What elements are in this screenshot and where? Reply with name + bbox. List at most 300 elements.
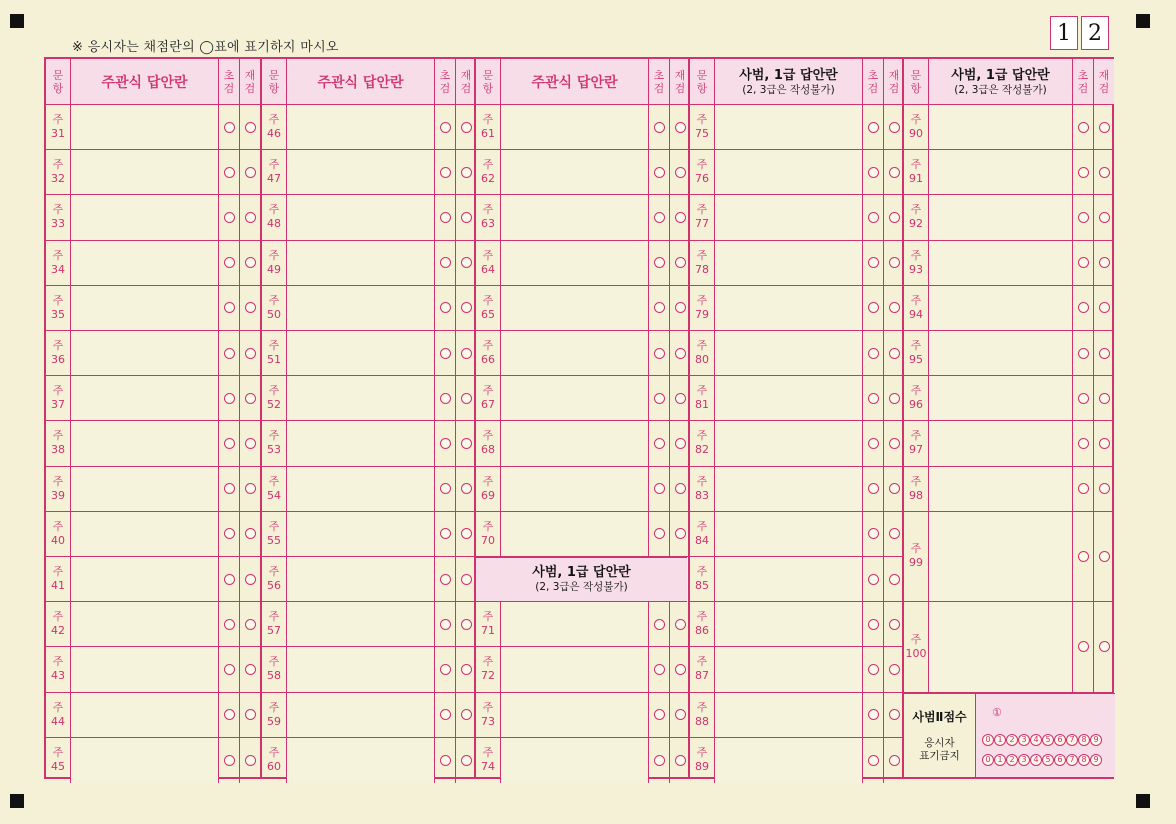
question-prefix: 주: [910, 203, 922, 217]
timing-mark: [1136, 794, 1150, 808]
answer-row: [262, 331, 476, 376]
question-number: [262, 195, 286, 239]
answer-row: [476, 512, 690, 557]
answer-input-area[interactable]: [928, 105, 1072, 149]
answer-row: [476, 286, 690, 331]
question-prefix: 주: [482, 474, 494, 488]
question-number: [262, 647, 286, 691]
recheck-cell: [455, 647, 476, 691]
score-circle: [889, 664, 900, 675]
score-digit-bubble[interactable]: 8: [1078, 754, 1090, 766]
answer-input-area[interactable]: [500, 150, 648, 194]
question-number: [262, 376, 286, 420]
score-digit-bubble[interactable]: 6: [1054, 734, 1066, 746]
answer-input-area[interactable]: [286, 557, 434, 601]
answer-row: [262, 195, 476, 240]
score-circle: [654, 167, 665, 178]
question-prefix: 주: [482, 248, 494, 262]
score-circle: [889, 438, 900, 449]
score-circle: [245, 528, 256, 539]
question-prefix: 주: [52, 474, 64, 488]
first-check-cell: [434, 602, 455, 646]
answer-input-area[interactable]: [70, 602, 218, 646]
score-circle: [889, 122, 900, 133]
recheck-cell: [669, 738, 690, 783]
first-check-cell: [218, 105, 239, 149]
score-circle: [1099, 302, 1110, 313]
recheck-cell: [1093, 195, 1114, 239]
score-circle: [440, 528, 451, 539]
check1-header: [648, 59, 669, 105]
answer-column: [46, 59, 260, 777]
answer-row: [476, 331, 690, 376]
recheck-cell: [239, 693, 260, 737]
score-digit-bubble[interactable]: 0: [982, 734, 994, 746]
first-check-cell: [434, 105, 455, 149]
question-number-value: 85: [695, 579, 709, 593]
answer-input-area[interactable]: [70, 693, 218, 737]
question-number: [476, 376, 500, 420]
question-number-value: 98: [909, 488, 923, 502]
answer-input-area[interactable]: [714, 331, 862, 375]
score-circle: [654, 483, 665, 494]
score-circle: [440, 257, 451, 268]
answer-input-area[interactable]: [70, 376, 218, 420]
answer-row: [46, 195, 260, 240]
question-number: [46, 738, 70, 783]
recheck-cell: [669, 602, 690, 646]
score-digit-bubble[interactable]: 3: [1018, 754, 1030, 766]
question-number: [46, 467, 70, 511]
question-number-value: 78: [695, 262, 709, 276]
score-circle: [1078, 212, 1089, 223]
answer-input-area[interactable]: [500, 241, 648, 285]
question-number-value: 99: [909, 556, 923, 570]
question-prefix: 주: [52, 248, 64, 262]
answer-row: [476, 195, 690, 240]
score-circle: [245, 348, 256, 359]
answer-input-area[interactable]: [714, 376, 862, 420]
score-circle: [1078, 551, 1089, 562]
score-circle: [224, 483, 235, 494]
question-header-label: 문항: [482, 69, 494, 95]
check1-header: [862, 59, 883, 105]
answer-input-area[interactable]: [286, 376, 434, 420]
answer-input-area[interactable]: [714, 647, 862, 691]
question-prefix: 주: [268, 248, 280, 262]
question-number: [46, 241, 70, 285]
score-circle: [461, 709, 472, 720]
answer-sheet: [44, 57, 1114, 779]
score-digit-bubble[interactable]: 4: [1030, 754, 1042, 766]
score-circle: [440, 167, 451, 178]
check2-header: [239, 59, 260, 105]
answer-input-area[interactable]: [714, 557, 862, 601]
check1-header: [1072, 59, 1093, 105]
recheck-cell: [669, 241, 690, 285]
answer-row: [476, 647, 690, 692]
score-circle: [440, 212, 451, 223]
first-check-cell: [434, 331, 455, 375]
answer-input-area[interactable]: [286, 738, 434, 783]
score-circle: [868, 167, 879, 178]
sabeom-header-title: 사범, 1급 답안란: [951, 67, 1050, 83]
answer-input-area[interactable]: [500, 286, 648, 330]
question-number: [690, 105, 714, 149]
question-prefix: 주: [52, 565, 64, 579]
question-header: [262, 59, 286, 105]
answer-input-area[interactable]: [70, 512, 218, 556]
question-number-value: 75: [695, 127, 709, 141]
answer-input-area[interactable]: [714, 467, 862, 511]
score-circle: [461, 348, 472, 359]
answer-row: [262, 286, 476, 331]
recheck-cell: [239, 105, 260, 149]
score-circle: [654, 709, 665, 720]
question-prefix: 주: [268, 384, 280, 398]
first-check-cell: [648, 331, 669, 375]
recheck-cell: [669, 512, 690, 556]
score-circle: [461, 574, 472, 585]
score-digit-bubble[interactable]: 5: [1042, 734, 1054, 746]
question-prefix: 주: [696, 384, 708, 398]
score-circle: [245, 167, 256, 178]
question-number: [476, 512, 500, 556]
answer-row: [46, 105, 260, 150]
question-prefix: 주: [268, 700, 280, 714]
answer-input-area[interactable]: [286, 241, 434, 285]
answer-row: [262, 512, 476, 557]
answer-input-area[interactable]: [714, 693, 862, 737]
answer-input-area[interactable]: [500, 421, 648, 465]
check1-header: [434, 59, 455, 105]
first-check-cell: [1072, 150, 1093, 194]
answer-input-area[interactable]: [70, 467, 218, 511]
answer-input-area[interactable]: [286, 105, 434, 149]
score-circle: [1078, 348, 1089, 359]
score-digit-bubble[interactable]: 9: [1090, 754, 1102, 766]
score-label-title: 사범Ⅱ점수: [912, 709, 967, 724]
score-circle: [889, 393, 900, 404]
first-check-cell: [648, 647, 669, 691]
answer-row: [904, 150, 1114, 195]
answer-input-area[interactable]: [500, 376, 648, 420]
question-number-value: 69: [481, 488, 495, 502]
question-prefix: 주: [910, 339, 922, 353]
recheck-cell: [883, 195, 904, 239]
score-circle: [1099, 212, 1110, 223]
score-digit-bubble[interactable]: 7: [1066, 754, 1078, 766]
question-number: [476, 467, 500, 511]
recheck-cell: [1093, 467, 1114, 511]
recheck-cell: [239, 467, 260, 511]
score-digit-bubble[interactable]: 5: [1042, 754, 1054, 766]
question-header: [690, 59, 714, 105]
question-number: [904, 512, 928, 601]
answer-input-area[interactable]: [70, 421, 218, 465]
first-check-cell: [862, 286, 883, 330]
answer-input-area[interactable]: [500, 693, 648, 737]
score-digit-bubble[interactable]: 0: [982, 754, 994, 766]
first-check-cell: [862, 241, 883, 285]
score-digit-bubble[interactable]: 7: [1066, 734, 1078, 746]
answer-input-area[interactable]: [500, 105, 648, 149]
score-digit-bubble[interactable]: 9: [1090, 734, 1102, 746]
answer-input-area[interactable]: [928, 331, 1072, 375]
sabeom-header-note: (2, 3급은 작성불가): [742, 83, 835, 96]
question-prefix: 주: [268, 113, 280, 127]
question-number: [690, 421, 714, 465]
recheck-cell: [883, 376, 904, 420]
question-header: [904, 59, 928, 105]
score-digit-bubble[interactable]: 1: [994, 734, 1006, 746]
answer-input-area[interactable]: [70, 738, 218, 783]
answer-row: [476, 421, 690, 466]
answer-row: [262, 241, 476, 286]
answer-row: [262, 557, 476, 602]
score-digit-bubble[interactable]: 1: [994, 754, 1006, 766]
answer-input-area[interactable]: [286, 331, 434, 375]
recheck-cell: [239, 150, 260, 194]
recheck-cell: [883, 693, 904, 737]
recheck-cell: [1093, 150, 1114, 194]
first-check-cell: [862, 738, 883, 783]
recheck-cell: [239, 647, 260, 691]
answer-input-area[interactable]: [500, 602, 648, 646]
question-prefix: 주: [696, 565, 708, 579]
answer-input-area[interactable]: [714, 421, 862, 465]
question-header-label: 문항: [268, 69, 280, 95]
answer-row: [46, 647, 260, 692]
answer-header-label: 주관식 답안란: [317, 75, 404, 91]
answer-header: [928, 59, 1072, 105]
score-circle: [654, 122, 665, 133]
score-digit-bubble[interactable]: 2: [1006, 754, 1018, 766]
answer-row: [690, 602, 904, 647]
question-number-value: 42: [51, 624, 65, 638]
score-circle: [868, 393, 879, 404]
answer-row: [262, 105, 476, 150]
page-digit: 2: [1081, 16, 1109, 50]
answer-row: [46, 150, 260, 195]
score-circle: [224, 122, 235, 133]
question-number-value: 77: [695, 217, 709, 231]
score-circle: [654, 528, 665, 539]
answer-input-area[interactable]: [286, 421, 434, 465]
score-circle: [224, 212, 235, 223]
answer-input-area[interactable]: [714, 512, 862, 556]
first-check-cell: [434, 150, 455, 194]
recheck-cell: [239, 557, 260, 601]
question-number-value: 31: [51, 127, 65, 141]
score-digit-bubble[interactable]: 8: [1078, 734, 1090, 746]
score-digit-bubble[interactable]: 6: [1054, 754, 1066, 766]
score-digit-bubble[interactable]: 3: [1018, 734, 1030, 746]
answer-row: [46, 602, 260, 647]
answer-input-area[interactable]: [928, 421, 1072, 465]
score-circle: [675, 619, 686, 630]
first-check-cell: [434, 647, 455, 691]
answer-input-area[interactable]: [500, 195, 648, 239]
recheck-cell: [239, 512, 260, 556]
answer-input-area[interactable]: [714, 105, 862, 149]
question-number: [262, 105, 286, 149]
question-number: [262, 557, 286, 601]
score-circle: [868, 257, 879, 268]
answer-row: [904, 512, 1114, 602]
question-number: [46, 105, 70, 149]
question-number: [476, 105, 500, 149]
recheck-cell: [1093, 602, 1114, 691]
answer-row: [904, 376, 1114, 421]
score-circle: [224, 438, 235, 449]
answer-input-area[interactable]: [70, 557, 218, 601]
first-check-cell: [862, 557, 883, 601]
score-circle: [889, 257, 900, 268]
answer-input-area[interactable]: [928, 376, 1072, 420]
question-number: [690, 602, 714, 646]
question-prefix: 주: [696, 610, 708, 624]
first-check-cell: [862, 331, 883, 375]
score-circle: [868, 302, 879, 313]
question-prefix: 주: [268, 293, 280, 307]
first-check-cell: [1072, 512, 1093, 601]
answer-input-area[interactable]: [928, 467, 1072, 511]
question-number-value: 34: [51, 262, 65, 276]
answer-input-area[interactable]: [286, 693, 434, 737]
check1-header-label: 초검: [867, 69, 879, 95]
first-check-cell: [218, 241, 239, 285]
question-prefix: 주: [482, 158, 494, 172]
answer-row: [904, 195, 1114, 240]
answer-input-area[interactable]: [500, 467, 648, 511]
answer-row: [46, 738, 260, 783]
score-circle: [868, 619, 879, 630]
score-circle: [245, 619, 256, 630]
answer-input-area[interactable]: [286, 467, 434, 511]
recheck-cell: [883, 467, 904, 511]
score-circle: [461, 619, 472, 630]
sabeom-header: [951, 68, 1049, 97]
answer-input-area[interactable]: [500, 512, 648, 556]
question-number: [690, 693, 714, 737]
answer-input-area[interactable]: [70, 241, 218, 285]
question-number-value: 100: [905, 646, 927, 660]
first-check-cell: [1072, 195, 1093, 239]
answer-row: [46, 331, 260, 376]
question-number-value: 61: [481, 127, 495, 141]
first-check-cell: [862, 602, 883, 646]
score-circle: [1099, 393, 1110, 404]
question-number-value: 82: [695, 443, 709, 457]
answer-input-area[interactable]: [286, 602, 434, 646]
answer-row: [476, 738, 690, 783]
answer-input-area[interactable]: [928, 512, 1072, 601]
score-circle: [868, 438, 879, 449]
answer-input-area[interactable]: [70, 331, 218, 375]
answer-input-area[interactable]: [928, 602, 1072, 691]
answer-row: [46, 557, 260, 602]
answer-row: [904, 421, 1114, 466]
answer-input-area[interactable]: [714, 150, 862, 194]
recheck-cell: [455, 241, 476, 285]
question-prefix: 주: [268, 429, 280, 443]
score-circle: [440, 619, 451, 630]
score-digit-row: [982, 754, 1102, 766]
answer-row: [904, 467, 1114, 512]
score-circle: [224, 348, 235, 359]
answer-input-area[interactable]: [70, 647, 218, 691]
answer-input-area[interactable]: [70, 105, 218, 149]
answer-input-area[interactable]: [286, 512, 434, 556]
answer-input-area[interactable]: [286, 286, 434, 330]
score-digit-bubble[interactable]: 2: [1006, 734, 1018, 746]
notice-text: ※ 응시자는 채점란의 ◯표에 표기하지 마시오: [72, 40, 339, 55]
answer-input-area[interactable]: [714, 602, 862, 646]
answer-input-area[interactable]: [286, 195, 434, 239]
answer-input-area[interactable]: [500, 738, 648, 783]
answer-input-area[interactable]: [928, 150, 1072, 194]
score-note-line: 표기금지: [919, 749, 960, 762]
score-circle: [654, 257, 665, 268]
answer-input-area[interactable]: [70, 286, 218, 330]
answer-input-area[interactable]: [714, 195, 862, 239]
score-circle: [461, 257, 472, 268]
answer-header-label: 주관식 답안란: [101, 75, 188, 91]
score-circle: [868, 483, 879, 494]
answer-input-area[interactable]: [928, 286, 1072, 330]
question-prefix: 주: [268, 746, 280, 760]
answer-input-area[interactable]: [286, 647, 434, 691]
answer-input-area[interactable]: [714, 241, 862, 285]
score-circle: [245, 257, 256, 268]
question-prefix: 주: [696, 519, 708, 533]
recheck-cell: [883, 557, 904, 601]
first-check-cell: [434, 195, 455, 239]
score-circle: [654, 438, 665, 449]
check1-header-label: 초검: [1077, 69, 1089, 95]
question-number-value: 64: [481, 262, 495, 276]
score-circle: [461, 755, 472, 766]
answer-input-area[interactable]: [714, 286, 862, 330]
answer-input-area[interactable]: [286, 150, 434, 194]
question-prefix: 주: [268, 565, 280, 579]
score-circle: [461, 212, 472, 223]
answer-input-area[interactable]: [500, 647, 648, 691]
answer-row: [690, 557, 904, 602]
answer-input-area[interactable]: [714, 738, 862, 783]
score-digit-bubble[interactable]: 4: [1030, 734, 1042, 746]
first-check-cell: [862, 195, 883, 239]
answer-input-area[interactable]: [70, 150, 218, 194]
answer-input-area[interactable]: [70, 195, 218, 239]
first-check-cell: [1072, 376, 1093, 420]
question-header-label: 문항: [696, 69, 708, 95]
first-check-cell: [1072, 602, 1093, 691]
column-header: [476, 59, 690, 105]
question-number-value: 56: [267, 579, 281, 593]
answer-header: [500, 59, 648, 105]
answer-input-area[interactable]: [928, 195, 1072, 239]
answer-input-area[interactable]: [500, 331, 648, 375]
first-check-cell: [862, 150, 883, 194]
first-check-cell: [434, 512, 455, 556]
answer-input-area[interactable]: [928, 241, 1072, 285]
question-number: [46, 286, 70, 330]
answer-row: [262, 738, 476, 783]
score-circle: [1099, 257, 1110, 268]
answer-header-label: 주관식 답안란: [531, 75, 618, 91]
